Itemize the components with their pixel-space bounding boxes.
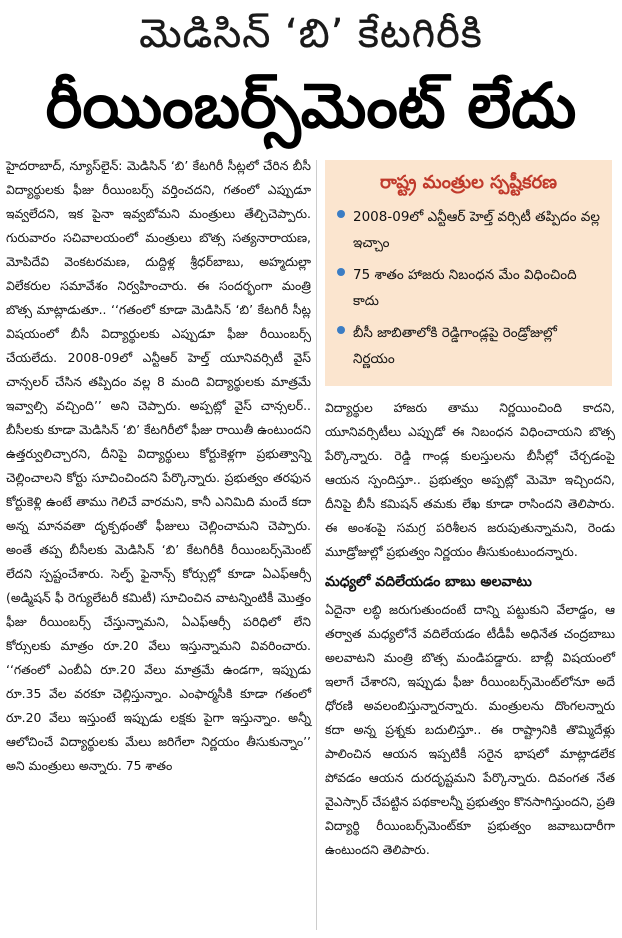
article-paragraph: హైదరాబాద్, న్యూస్‌లైన్: మెడిసిన్ ‘బి’ కేటగిరీ సీట్లలో చేరిన బీసీ విద్యార్థులకు ఫీజు రీయింబర్స్ వర్తించదని, గతంలో ఎప్పుడూ ఇవ్వలేదని, ఇక పైనా ఇవ్వబోమని మంత్రులు తేల్చిచెప్పారు. గురువారం సచివాలయంలో మంత్రులు బొత్స సత్యనారాయణ, మోపిదేవి వెంకటరమణ, దుద్దిళ్ల శ్రీధర్‌బాబు, అహ్మదుల్లా విలేకరుల సమావేశం నిర్వహించారు. ఈ సందర్భంగా మంత్రి బొత్స మాట్లాడుతూ.. ‘‘గతంలో కూడా మెడిసిన్ ‘బి’ కేటగిరీ సీట్ల విషయంలో బీసీ విద్యార్థులకు ఎప్పుడూ ఫీజు రీయింబర్స్ చేయలేదు. 2008-09లో ఎన్టీఆర్ హెల్త్ యూనివర్సిటీ వైస్ చాన్సలర్ చేసిన తప్పిదం వల్ల 8 మంది విద్యార్థులకు మాత్రమే ఇవ్వాల్సి వచ్చింది’’ అని చెప్పారు. అప్పట్లో వైస్ చాన్సలర్.. బీసీలకు కూడా మెడిసిన్ ‘బి’ కేటగిరీలో ఫీజు రాయితీ ఉంటుందని ఉత్తర్వులిచ్చారని, దీనిపై విద్యార్థులు కోర్టుకెళ్లగా ప్రభుత్వాన్ని చెల్లించాలని కోర్టు సూచించిందని పేర్కొన్నారు. ప్రభుత్వం తరఫున కోర్టుకెళ్లి ఉంటే తాము గెలిచే వారమని, కానీ ఎనిమిది మందే కదా అన్న మానవతా దృక్పథంతో ఫీజులు చెల్లించామని చెప్పారు. అంతే తప్ప బీసీలకు మెడిసిన్ ‘బి’ కేటగిరీకి రీయింబర్స్‌మెంట్ లేదని స్పష్టంచేశారు. సెల్ఫ్ ఫైనాన్స్ కోర్సుల్లో కూడా ఏఎఫ్ఆర్సీ (అడ్మిషన్ ఫీ రెగ్యులేటరీ కమిటీ) సూచించిన వాటన్నింటికీ మొత్తం ఫీజు రీయింబర్స్ చేస్తున్నామని, ఏఎఫ్ఆర్సీ పరిధిలో లేని కోర్సులకు మాత్రం రూ.20 వేలు ఇస్తున్నామని వివరించారు. ‘‘గతంలో ఎంబీఏ రూ.20 వేలు మాత్రమే ఉండగా, ఇప్పుడు రూ.35 వేల వరకూ చెల్లిస్తున్నాం. ఎంఫార్మసీకి కూడా గతంలో రూ.20 వేలు ఇస్తుంటే ఇప్పుడు లక్షకు పైగా ఇస్తున్నాం. అన్నీ ఆలోచించే విద్యార్థులకు మేలు జరిగేలా నిర్ణయం తీసుకున్నాం’’ అని మంత్రులు అన్నారు. 75 శాతం [6,158,311,773]
column-divider [316,160,317,930]
highlight-item [335,320,602,372]
highlight-item [335,262,602,314]
highlights-box [325,160,612,386]
headline-kicker: మెడిసిన్ ‘బి’ కేటగిరీకి [139,11,483,57]
article-paragraph: విద్యార్థుల హాజరు తాము నిర్ణయించింది కాదని, యూనివర్సిటీలు ఎప్పుడో ఈ నిబంధన విధించాయని బొత్స పేర్కొన్నారు. రెడ్డి గాండ్ల కులస్తులను బీసీల్లో చేర్చడంపై ఆయన స్పందిస్తూ.. ప్రభుత్వం అప్పట్లో మెమో ఇచ్చిందని, దీనిపై బీసీ కమిషన్ తమకు లేఖ కూడా రాసిందని తెలిపారు. ఈ అంశంపై సమగ్ర పరిశీలన జరుపుతున్నామని, రెండు మూడ్రోజుల్లో ప్రభుత్వం నిర్ణయం తీసుకుంటుందన్నారు. [325,400,615,559]
highlight-text: 2008-09లో ఎన్టీఆర్ హెల్త్ వర్సిటీ తప్పిదం వల్ల ఇచ్చాం [353,209,600,251]
article-paragraph: ఏదైనా లబ్ధి జరుగుతుందంటే దాన్ని పట్టుకుని వేలాడ్డం, ఆ తర్వాత మధ్యలోనే వదిలేయడం టీడీపీ అధినేత చంద్రబాబు అలవాటని మంత్రి బొత్స మండిపడ్డారు. బాబ్లీ విషయంలో ఇలాగే చేశారని, ఇప్పుడు ఫీజు రీయింబర్స్‌మెంట్‌లోనూ అదే ధోరణి అవలంబిస్తున్నారన్నారు. మంత్రులను దొంగలన్నారు కదా అన్న ప్రశ్నకు బదులిస్తూ.. ఈ రాష్ట్రానికి తొమ్మిదేళ్లు పాలించిన ఆయన ఇప్పటికీ సరైన భాషలో మాట్లాడలేక పోవడం ఆయన దురదృష్టమని పేర్కొన్నారు. దివంగత నేత వైఎస్సార్ చేపట్టిన పథకాలన్నీ ప్రభుత్వం కొనసాగిస్తుందని, ప్రతి విద్యార్థి రీయింబర్స్‌మెంట్‌కూ ప్రభుత్వం జవాబుదారీగా ఉంటుందని తెలిపారు. [325,602,615,857]
highlights-title: రాష్ట్ర మంత్రుల స్పష్టీకరణ [379,172,558,193]
bullet-icon [337,268,345,276]
headline-main: రీయింబర్స్‌మెంట్ లేదు [45,69,577,142]
bullet-icon [337,210,345,218]
article-column-right [325,396,615,862]
highlight-text: 75 శాతం హాజరు నిబంధన మేం విధించింది కాదు [353,267,577,309]
highlight-text: బీసీ జాబితాలోకి రెడ్డిగాండ్లపై రెండ్రోజుల్లో నిర్ణయం [353,325,557,367]
highlight-item [335,204,602,256]
article-body [0,152,622,932]
article-column-left [6,154,311,778]
article-subheading: మధ్యలో వదిలేయడం బాబు అలవాటు [325,574,532,590]
highlights-list [335,204,602,372]
bullet-icon [337,326,345,334]
